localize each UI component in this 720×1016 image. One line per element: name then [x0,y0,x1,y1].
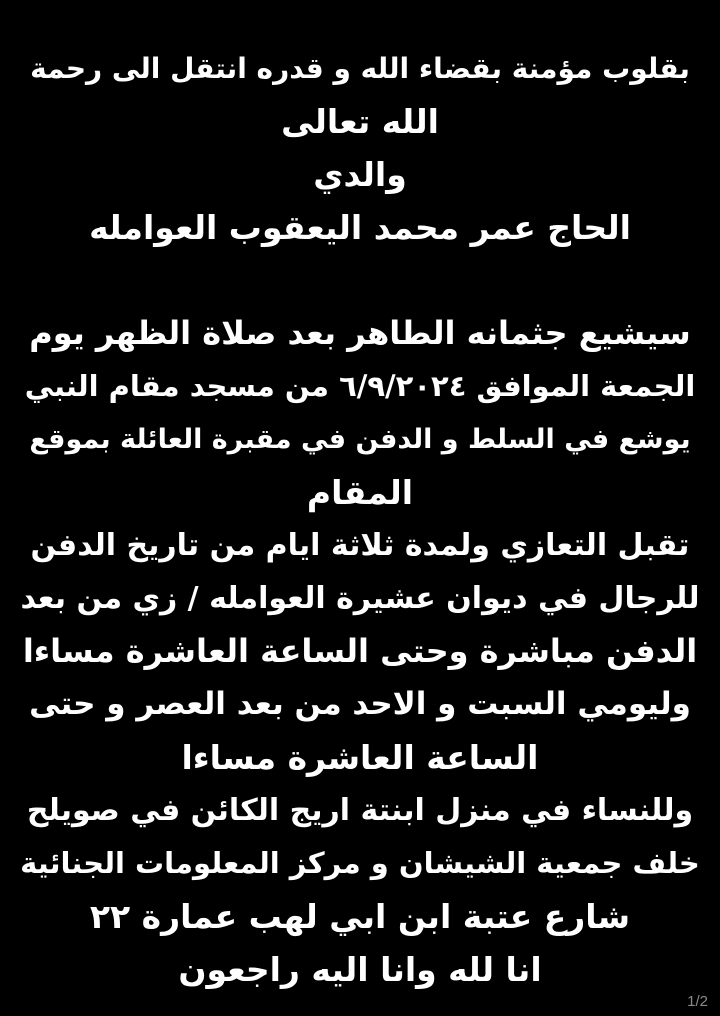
condolences-line: تقبل التعازي ولمدة ثلاثة ايام من تاريخ الدفن [30,528,690,563]
funeral-line: يوشع في السلط و الدفن في مقبرة العائلة بموقع [29,424,691,455]
condolences-line: الدفن مباشرة وحتى الساعة العاشرة مساءا [22,632,698,670]
announcement-line: بقلوب مؤمنة بقضاء الله و قدره انتقل الى رحمة [30,52,690,85]
funeral-line: الجمعة الموافق ٦/٩/٢٠٢٤ من مسجد مقام النبي [24,369,696,403]
paragraph-spacer [20,254,700,307]
condolences-line: الساعة العاشرة مساءا [181,738,539,777]
closing-verse: انا لله وانا اليه راجعون [178,950,542,989]
funeral-line: سيشيع جثمانه الطاهر بعد صلاة الظهر يوم [29,314,691,352]
obituary-notice [20,42,700,996]
funeral-line: المقام [306,473,414,512]
women-condolences-line: شارع عتبة ابن ابي لهب عمارة ٢٢ [89,897,631,936]
women-condolences-line: وللنساء في منزل ابنتة اريج الكائن في صويلح [26,793,694,828]
announcement-line: الله تعالى [281,102,439,141]
condolences-line: للرجال في ديوان عشيرة العوامله / زي من بعد [20,581,700,616]
relation-line: والدي [313,155,407,194]
women-condolences-line: خلف جمعية الشيشان و مركز المعلومات الجنائية [20,846,700,880]
page-indicator: 1/2 [687,993,708,1010]
deceased-name: الحاج عمر محمد اليعقوب العوامله [89,208,631,247]
condolences-line: وليومي السبت و الاحد من بعد العصر و حتى [29,686,691,722]
